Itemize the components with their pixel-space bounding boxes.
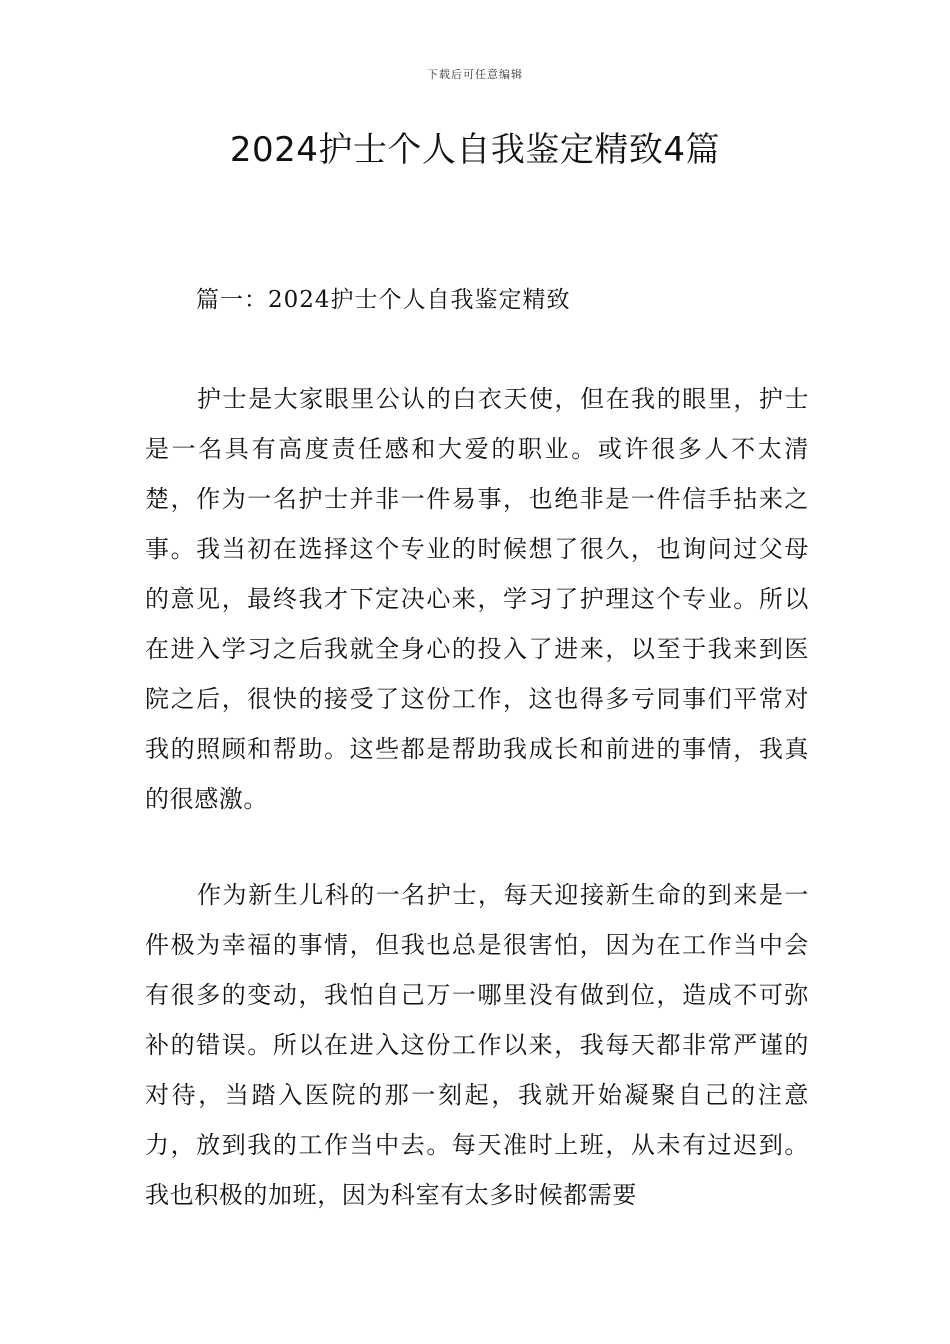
section-title: 篇一：2024护士个人自我鉴定精致 [196,287,571,313]
body-paragraph: 护士是大家眼里公认的白衣天使，但在我的眼里，护士是一名具有高度责任感和大爱的职业。或许很多人不太清楚，作为一名护士并非一件易事，也绝非是一件信手拈来之事。我当初在选择这个专业的时候想了很久，也询问过父母的意见，最终我才下定决心来，学习了护理这个专业。所以在进入学习之后我就全身心的投入了进来，以至于我来到医院之后，很快的接受了这份工作，这也得多亏同事们平常对我的照顾和帮助。这些都是帮助我成长和前进的事情，我真的很感激。 [145,385,809,813]
header-note: 下载后可任意编辑 [427,68,523,81]
body-paragraph: 作为新生儿科的一名护士，每天迎接新生命的到来是一件极为幸福的事情，但我也总是很害怕，因为在工作当中会有很多的变动，我怕自己万一哪里没有做到位，造成不可弥补的错误。所以在进入这份工作以来，我每天都非常严谨的对待，当踏入医院的那一刻起，我就开始凝聚自己的注意力，放到我的工作当中去。每天准时上班，从未有过迟到。我也积极的加班，因为科室有太多时候都需要 [145,881,809,1209]
document-title: 2024护士个人自我鉴定精致4篇 [229,130,721,170]
